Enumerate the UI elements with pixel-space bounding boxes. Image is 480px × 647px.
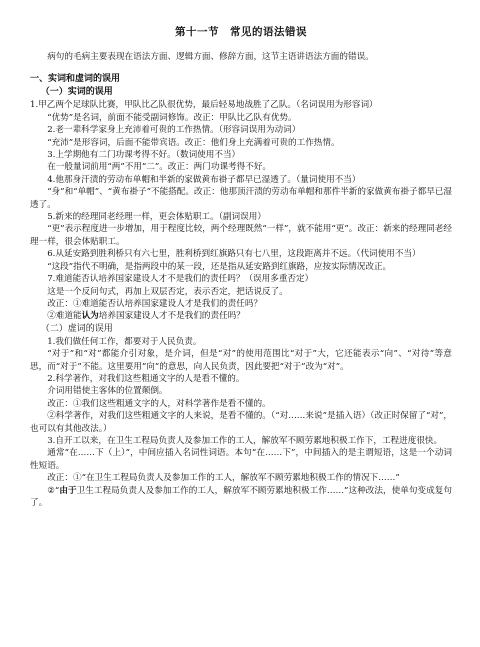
line-6: 在一般量词前用“两”不用“二”。改正：两门功课考得不好。	[47, 162, 272, 173]
line2-1: 1.我们做任何工作，都要对于人民负责。	[47, 336, 202, 347]
line2-2: “对于”和“对”都能介引对象，是介词，但是“对”的使用范围比“对于”大，它还能表示“向”、“对待”等意思，而“对于”不能。这里要用“向”的意思，向人民负责，因此要把“对于”改为“对”。	[30, 349, 452, 372]
line-9: 5.新来的经理同老经理一样，更会体贴职工。（副词误用）	[47, 212, 266, 223]
subsection-heading: （一）实词的误用	[40, 87, 113, 98]
line-5: 3.上学期他有二门功课考得不好。（数词使用不当）	[47, 150, 241, 161]
line-7: 4.他那身汗渍的劳动布单帽和半新的家做黄布褂子都早已湿透了。（量词使用不当）	[47, 174, 361, 185]
subsection-heading-2: （二）虚词的误用	[40, 323, 113, 334]
line-12: “这段”指代不明确，是指两段中的某一段，还是指从延安路到红旗路，应按实际情况改正。	[47, 261, 392, 272]
page-title: 第十一节 常见的语法错误	[175, 26, 307, 38]
fix3-bold: 由于	[59, 485, 77, 496]
line-15: 改正：①难道能否认培养国家建设人才是我们的责任吗？	[47, 298, 263, 309]
line-4: “充沛”是形容词，后面不能带宾语。改正：他们身上充满着可贵的工作热情。	[47, 137, 340, 148]
line2-4: 介词用错使主客体的位置颠倒。	[47, 386, 168, 397]
section-heading: 一、实词和虚词的误用	[30, 74, 121, 85]
fix2-pre: ②难道能	[47, 311, 82, 322]
line-13: 7.难道能否认培养国家建设人才不是我们的责任吗？（误用多重否定）	[47, 274, 314, 285]
line2-8: 通常“在……下（上）”，中间应插入名词性词语。本句“在……下”，中间插入的是主谓短语，这是一个动词性短语。	[30, 448, 452, 471]
line2-10	[30, 485, 452, 510]
line2-3: 2.科学著作，对我们这些粗通文字的人是看不懂的。	[47, 373, 245, 384]
line-16	[30, 310, 452, 322]
line2-6: ②科学著作，对我们这些粗通文字的人来说，是看不懂的。（“对……来说”是插入语）（改正时保留了“对”，也可以有其他改法。）	[30, 411, 452, 434]
fix3-pre: ②“	[47, 485, 60, 496]
line-1: 1.甲乙两个足球队比赛，甲队比乙队很优势，最后轻易地战胜了乙队。（名词误用为形容词）	[30, 100, 378, 111]
line-11: 6.从延安路到胜利桥只有六七里，胜利桥到红旗路只有七八里，这段距离并不远。（代词使用不当）	[47, 249, 421, 260]
fix2-post: 培养国家建设人才不是我们的责任吗？	[98, 311, 245, 322]
line2-7: 3.自开工以来，在卫生工程局负责人及参加工作的工人，解放军不顾劳累地积极工作下，工程进度很快。	[47, 435, 443, 446]
intro-paragraph: 病句的毛病主要表现在语法方面、逻辑方面、修辞方面，这节主语讲语法方面的错误。	[47, 52, 374, 62]
line2-9: 改正：①“在卫生工程局负责人及参加工作的工人，解放军不顾劳累地积极工作的情况下……”	[47, 473, 400, 484]
line-10: “更”表示程度进一步增加，用于程度比较，两个经理既然“一样”，就不能用“更”。改正：新来的经理同老经理一样，很会体贴职工。	[30, 224, 452, 247]
line-14: 这是一个反问句式，再加上双层否定，表示否定，把话说反了。	[47, 286, 288, 297]
fix2-bold: 认为	[81, 311, 99, 322]
line-2: “优势”是名词，前面不能受副词修饰。改正：甲队比乙队有优势。	[47, 112, 297, 123]
line-3: 2.老一辈科学家身上充沛着可贵的工作热情。（形容词误用为动词）	[47, 125, 301, 136]
line2-5: 改正：①我们这些粗通文字的人，对科学著作是看不懂的。	[47, 398, 271, 409]
fix3-post: 卫生工程局负责人及参加工作的工人，解放军不顾劳累地积极工作……”这种改法，使单句变成复句了。	[30, 485, 452, 508]
line-8: “身”和“单帽”、“黄布褂子”不能搭配。改正：他那顶汗渍的劳动布单帽和那件半新的家做黄布褂子都早已湿透了。	[30, 187, 452, 210]
